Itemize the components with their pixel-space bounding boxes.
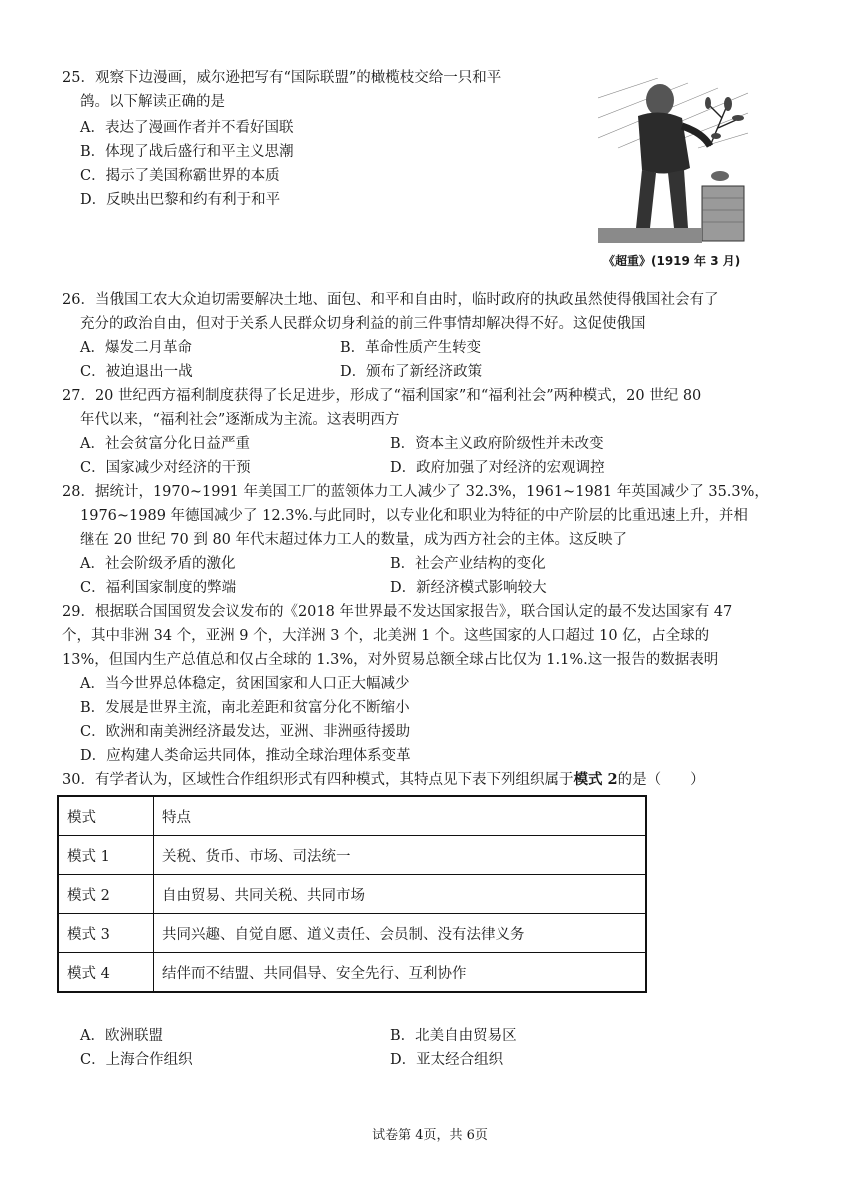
q26-stem-line2: 充分的政治自由，但对于关系人民群众切身利益的前三件事情却解决得不好。这促使俄国 bbox=[80, 316, 646, 332]
table-row bbox=[58, 836, 646, 875]
table-header-cell: 特点 bbox=[154, 796, 647, 836]
table-cell-mode: 模式 3 bbox=[58, 914, 154, 953]
q26-option-a: A．爆发二月革命 bbox=[80, 340, 192, 356]
table-header-row bbox=[58, 796, 646, 836]
page-footer: 试卷第 4页，共 6页 bbox=[372, 1128, 488, 1143]
q30-option-c: C．上海合作组织 bbox=[80, 1052, 193, 1068]
q27-stem-line1: 27．20 世纪西方福利制度获得了长足进步，形成了“福利国家”和“福利社会”两种模式，20 世纪 80 bbox=[62, 388, 702, 404]
cartoon-caption: 《超重》(1919 年 3 月) bbox=[603, 254, 741, 268]
q28-option-b: B．社会产业结构的变化 bbox=[390, 556, 546, 572]
table-cell-mode: 模式 4 bbox=[58, 953, 154, 993]
q29-option-b: B．发展是世界主流，南北差距和贫富分化不断缩小 bbox=[80, 700, 410, 716]
q25-stem-line1: 25．观察下边漫画，威尔逊把写有“国际联盟”的橄榄枝交给一只和平 bbox=[62, 70, 502, 86]
table-cell-feature: 关税、货币、市场、司法统一 bbox=[154, 836, 647, 875]
table-row bbox=[58, 953, 646, 993]
q25-option-c: C．揭示了美国称霸世界的本质 bbox=[80, 168, 280, 184]
table-row bbox=[58, 875, 646, 914]
table-row bbox=[58, 914, 646, 953]
q27-stem-line2: 年代以来，“福利社会”逐渐成为主流。这表明西方 bbox=[80, 412, 400, 428]
q29-option-a: A．当今世界总体稳定，贫困国家和人口正大幅减少 bbox=[80, 676, 410, 692]
q26-option-b: B．革命性质产生转变 bbox=[340, 340, 482, 356]
q30-option-a: A．欧洲联盟 bbox=[80, 1028, 163, 1044]
q30-stem-prefix: 30．有学者认为，区域性合作组织形式有四种模式，其特点见下表下列组织属于 bbox=[62, 772, 574, 788]
q28-stem-line1: 28．据统计，1970~1991 年美国工厂的蓝领体力工人减少了 32.3%，1961~1981 年英国减少了 35.3%， bbox=[62, 484, 769, 500]
q25-option-d: D．反映出巴黎和约有利于和平 bbox=[80, 192, 281, 208]
q29-stem-line1: 29．根据联合国国贸发会议发布的《2018 年世界最不发达国家报告》，联合国认定的最不发达国家有 47 bbox=[62, 604, 733, 620]
table-cell-feature: 共同兴趣、自觉自愿、道义责任、会员制、没有法律义务 bbox=[154, 914, 647, 953]
q25-stem-line2: 鸽。以下解读正确的是 bbox=[80, 94, 225, 110]
q30-option-b: B．北美自由贸易区 bbox=[390, 1028, 517, 1044]
q30-stem-suffix: 的是（ ） bbox=[617, 772, 705, 788]
q26-option-d: D．颁布了新经济政策 bbox=[340, 364, 483, 380]
q29-stem-line3: 13%，但国内生产总值总和仅占全球的 1.3%，对外贸易总额全球占比仅为 1.1%.这一报告的数据表明 bbox=[62, 652, 719, 668]
q25-option-b: B．体现了战后盛行和平主义思潮 bbox=[80, 144, 294, 160]
q29-option-c: C．欧洲和南美洲经济最发达，亚洲、非洲亟待援助 bbox=[80, 724, 411, 740]
q28-option-c: C．福利国家制度的弊端 bbox=[80, 580, 237, 596]
q30-stem bbox=[62, 770, 705, 790]
q28-stem-line3: 继在 20 世纪 70 到 80 年代末超过体力工人的数量，成为西方社会的主体。这反映了 bbox=[80, 532, 628, 548]
table-cell-feature: 结伴而不结盟、共同倡导、安全先行、互利协作 bbox=[154, 953, 647, 993]
q27-option-b: B．资本主义政府阶级性并未改变 bbox=[390, 436, 604, 452]
q28-stem-line2: 1976~1989 年德国减少了 12.3%.与此同时，以专业化和职业为特征的中产阶层的比重迅速上升，并相 bbox=[80, 508, 748, 524]
q28-option-a: A．社会阶级矛盾的激化 bbox=[80, 556, 236, 572]
q26-stem-line1: 26．当俄国工农大众迫切需要解决土地、面包、和平和自由时，临时政府的执政虽然使得俄国社会有了 bbox=[62, 292, 719, 308]
table-cell-mode: 模式 1 bbox=[58, 836, 154, 875]
table-cell-mode: 模式 2 bbox=[58, 875, 154, 914]
modes-table bbox=[57, 795, 647, 993]
q30-stem-bold: 模式 2 bbox=[573, 771, 618, 788]
wilson-dove-cartoon bbox=[598, 78, 748, 243]
q29-stem-line2: 个，其中非洲 34 个，亚洲 9 个，大洋洲 3 个，北美洲 1 个。这些国家的人口超过 10 亿，占全球的 bbox=[62, 628, 710, 644]
q29-option-d: D．应构建人类命运共同体，推动全球治理体系变革 bbox=[80, 748, 411, 764]
q30-option-d: D．亚太经合组织 bbox=[390, 1052, 504, 1068]
q28-option-d: D．新经济模式影响较大 bbox=[390, 580, 547, 596]
q27-option-d: D．政府加强了对经济的宏观调控 bbox=[390, 460, 605, 476]
table-cell-feature: 自由贸易、共同关税、共同市场 bbox=[154, 875, 647, 914]
table-header-cell: 模式 bbox=[58, 796, 154, 836]
q27-option-a: A．社会贫富分化日益严重 bbox=[80, 436, 250, 452]
q25-option-a: A．表达了漫画作者并不看好国联 bbox=[80, 120, 294, 136]
q26-option-c: C．被迫退出一战 bbox=[80, 364, 193, 380]
q27-option-c: C．国家减少对经济的干预 bbox=[80, 460, 251, 476]
